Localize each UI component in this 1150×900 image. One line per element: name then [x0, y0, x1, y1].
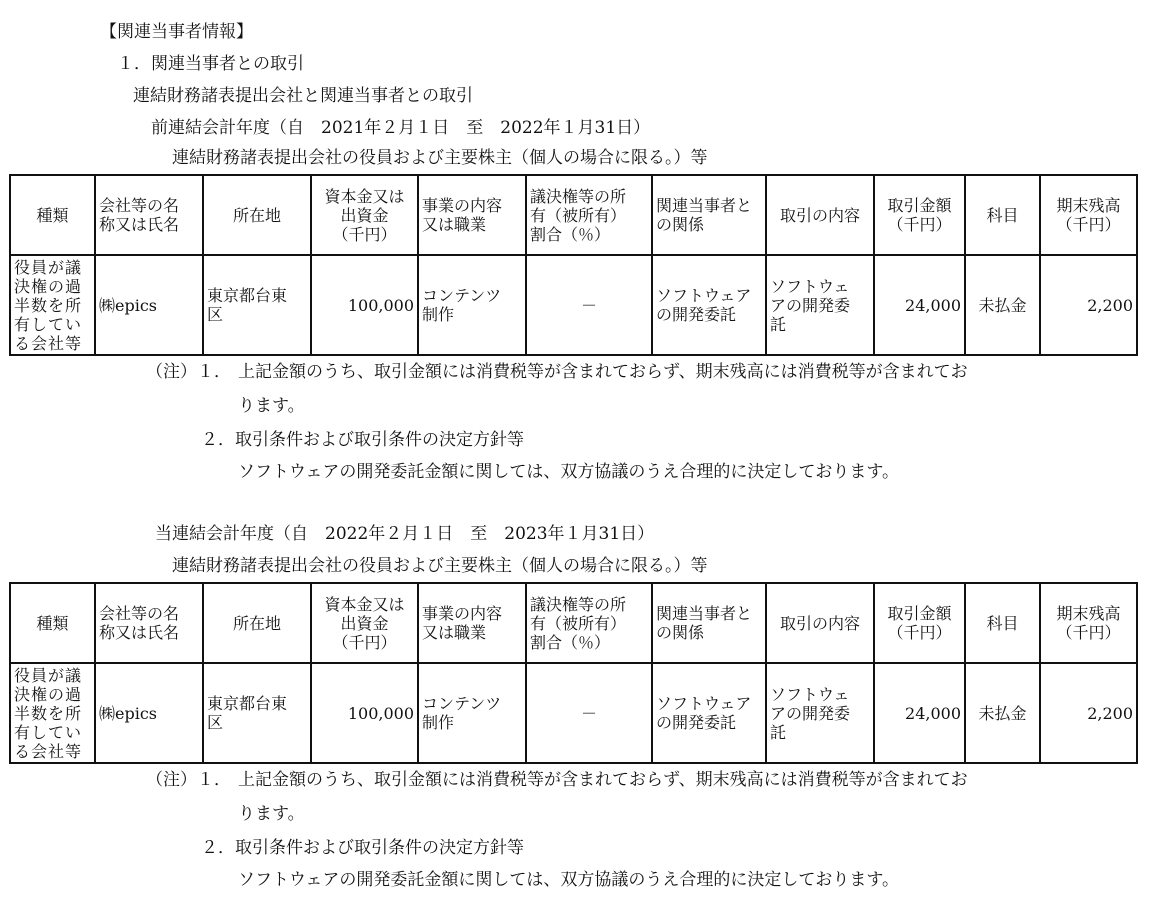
col-header-kind: 種類	[10, 175, 95, 255]
cell-kind: 役員が議 決権の過 半数を所 有してい る会社等	[10, 663, 95, 763]
section-title: １．関連当事者との取引	[117, 54, 304, 74]
col-header-capital: 資本金又は 出資金 （千円）	[311, 583, 418, 663]
col-header-relationship: 関連当事者と の関係	[652, 175, 766, 255]
col-header-kind: 種類	[10, 583, 95, 663]
cell-location: 東京都台東 区	[203, 255, 311, 355]
related-party-table-current	[9, 582, 1138, 764]
cell-name: ㈱epics	[95, 255, 203, 355]
subsection-title: 連結財務諸表提出会社と関連当事者との取引	[133, 86, 473, 106]
col-header-business: 事業の内容 又は職業	[418, 583, 526, 663]
col-header-location: 所在地	[203, 175, 311, 255]
cell-balance: 2,200	[1040, 255, 1137, 355]
cell-balance: 2,200	[1040, 663, 1137, 763]
cell-business: コンテンツ 制作	[418, 255, 526, 355]
note1-text-cont: ります。	[238, 804, 305, 824]
col-header-amount: 取引金額 （千円）	[874, 175, 965, 255]
cell-location: 東京都台東 区	[203, 663, 311, 763]
cell-name: ㈱epics	[95, 663, 203, 763]
cell-voting: －	[526, 255, 652, 355]
related-party-table-prior	[9, 174, 1138, 356]
cell-relationship: ソフトウェア の開発委託	[652, 255, 766, 355]
cell-transaction: ソフトウェ アの開発委 託	[766, 663, 874, 763]
cell-voting: －	[526, 663, 652, 763]
cell-kind: 役員が議 決権の過 半数を所 有してい る会社等	[10, 255, 95, 355]
col-header-name: 会社等の名 称又は氏名	[95, 175, 203, 255]
table-header-row	[10, 175, 1137, 255]
period-title-prior: 前連結会計年度（自 2021年２月１日 至 2022年１月31日）	[151, 118, 651, 138]
col-header-account: 科目	[965, 175, 1040, 255]
cell-capital: 100,000	[311, 663, 418, 763]
col-header-voting: 議決権等の所 有（被所有） 割合（％）	[526, 175, 652, 255]
cell-transaction: ソフトウェ アの開発委 託	[766, 255, 874, 355]
table-row	[10, 255, 1137, 355]
category-title-current: 連結財務諸表提出会社の役員および主要株主（個人の場合に限る。）等	[172, 556, 708, 576]
page-heading: 【関連当事者情報】	[100, 22, 253, 42]
cell-account: 未払金	[965, 663, 1040, 763]
table-header-row	[10, 583, 1137, 663]
note2-title: ２．取引条件および取引条件の決定方針等	[201, 838, 524, 858]
note1-text-cont: ります。	[238, 396, 305, 416]
note2-body: ソフトウェアの開発委託金額に関しては、双方協議のうえ合理的に決定しております。	[238, 462, 899, 482]
cell-relationship: ソフトウェア の開発委託	[652, 663, 766, 763]
cell-account: 未払金	[965, 255, 1040, 355]
cell-business: コンテンツ 制作	[418, 663, 526, 763]
note2-title: ２．取引条件および取引条件の決定方針等	[201, 430, 524, 450]
col-header-amount: 取引金額 （千円）	[874, 583, 965, 663]
col-header-name: 会社等の名 称又は氏名	[95, 583, 203, 663]
col-header-capital: 資本金又は 出資金 （千円）	[311, 175, 418, 255]
note1-prefix: （注）１．	[146, 362, 231, 382]
col-header-relationship: 関連当事者と の関係	[652, 583, 766, 663]
col-header-balance: 期末残高 （千円）	[1040, 583, 1137, 663]
col-header-voting: 議決権等の所 有（被所有） 割合（％）	[526, 583, 652, 663]
note1-text: 上記金額のうち、取引金額には消費税等が含まれておらず、期末残高には消費税等が含まれてお	[238, 770, 968, 790]
col-header-business: 事業の内容 又は職業	[418, 175, 526, 255]
note1-text: 上記金額のうち、取引金額には消費税等が含まれておらず、期末残高には消費税等が含まれてお	[238, 362, 968, 382]
cell-amount: 24,000	[874, 255, 965, 355]
category-title-prior: 連結財務諸表提出会社の役員および主要株主（個人の場合に限る。）等	[172, 148, 708, 168]
note1-prefix: （注）１．	[146, 770, 231, 790]
cell-capital: 100,000	[311, 255, 418, 355]
col-header-transaction: 取引の内容	[766, 175, 874, 255]
col-header-location: 所在地	[203, 583, 311, 663]
table-row	[10, 663, 1137, 763]
col-header-account: 科目	[965, 583, 1040, 663]
cell-amount: 24,000	[874, 663, 965, 763]
period-title-current: 当連結会計年度（自 2022年２月１日 至 2023年１月31日）	[155, 524, 655, 544]
col-header-balance: 期末残高 （千円）	[1040, 175, 1137, 255]
note2-body: ソフトウェアの開発委託金額に関しては、双方協議のうえ合理的に決定しております。	[238, 870, 899, 890]
col-header-transaction: 取引の内容	[766, 583, 874, 663]
